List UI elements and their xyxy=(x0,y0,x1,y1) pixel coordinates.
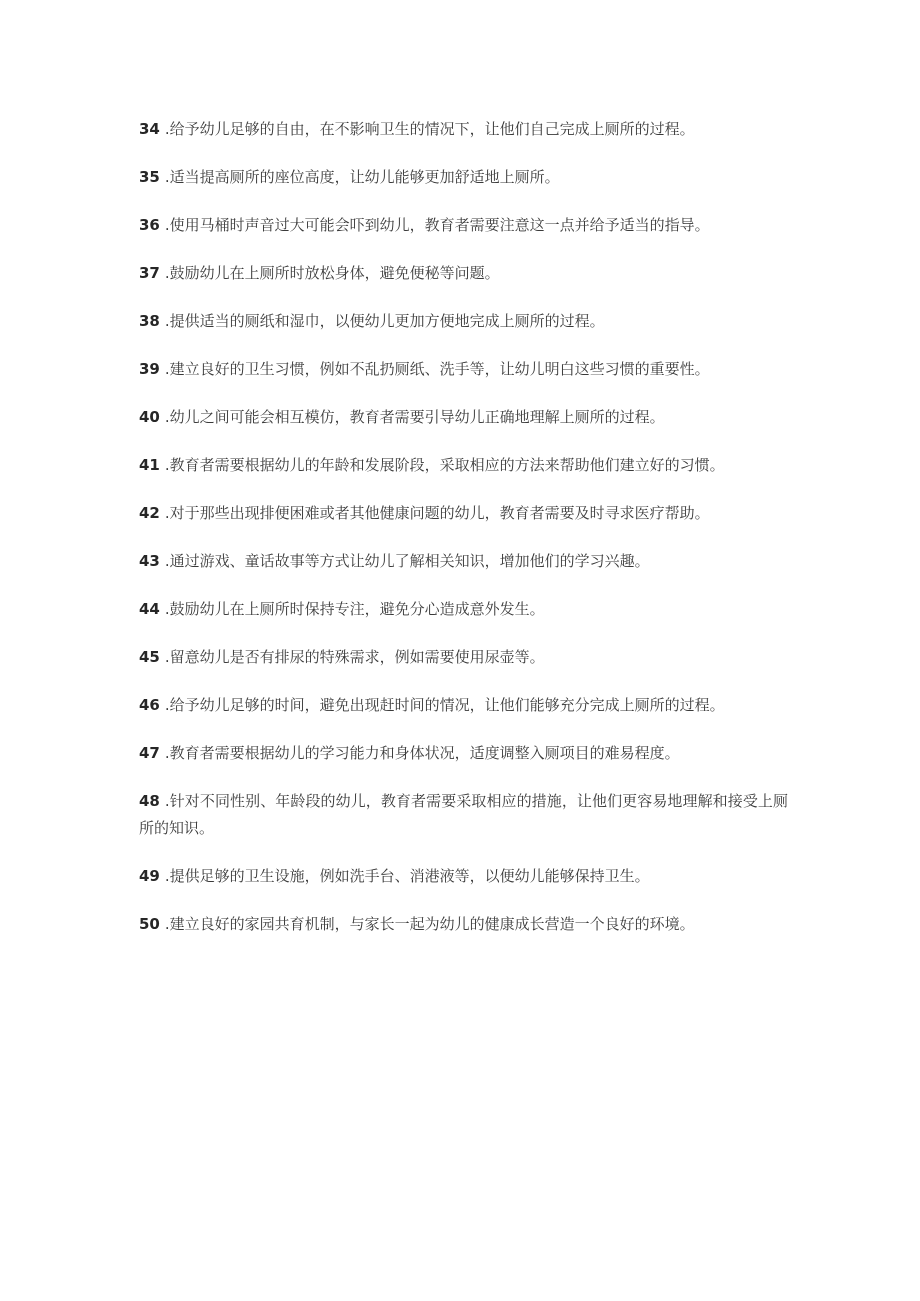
item-text: .使用马桶时声音过大可能会吓到幼儿，教育者需要注意这一点并给予适当的指导。 xyxy=(164,216,710,234)
item-number: 36 xyxy=(139,216,160,234)
list-item xyxy=(139,404,788,431)
list-item xyxy=(139,644,788,671)
list-item xyxy=(139,308,788,335)
item-text: .鼓励幼儿在上厕所时放松身体，避免便秘等问题。 xyxy=(164,264,500,282)
item-text: .教育者需要根据幼儿的学习能力和身体状况，适度调整入厕项目的难易程度。 xyxy=(164,744,680,762)
item-text: .给予幼儿足够的时间，避免出现赶时间的情况，让他们能够充分完成上厕所的过程。 xyxy=(164,696,725,714)
list-item xyxy=(139,692,788,719)
item-text: .适当提高厕所的座位高度，让幼儿能够更加舒适地上厕所。 xyxy=(164,168,560,186)
list-item xyxy=(139,596,788,623)
item-text: .建立良好的家园共育机制，与家长一起为幼儿的健康成长营造一个良好的环境。 xyxy=(164,915,695,933)
item-number: 44 xyxy=(139,600,160,618)
list-item xyxy=(139,548,788,575)
item-text: .幼儿之间可能会相互模仿，教育者需要引导幼儿正确地理解上厕所的过程。 xyxy=(164,408,665,426)
item-text: .针对不同性别、年龄段的幼儿，教育者需要采取相应的措施，让他们更容易地理解和接受上厕所的知识。 xyxy=(139,792,788,837)
item-number: 48 xyxy=(139,792,160,810)
item-number: 39 xyxy=(139,360,160,378)
item-text: .给予幼儿足够的自由，在不影响卫生的情况下，让他们自己完成上厕所的过程。 xyxy=(164,120,695,138)
document-body xyxy=(139,116,788,938)
item-number: 34 xyxy=(139,120,160,138)
list-item xyxy=(139,863,788,890)
item-number: 42 xyxy=(139,504,160,522)
item-number: 47 xyxy=(139,744,160,762)
list-item xyxy=(139,356,788,383)
list-item xyxy=(139,260,788,287)
list-item xyxy=(139,164,788,191)
list-item xyxy=(139,452,788,479)
list-item xyxy=(139,740,788,767)
item-number: 35 xyxy=(139,168,160,186)
list-item xyxy=(139,500,788,527)
item-number: 45 xyxy=(139,648,160,666)
item-text: .鼓励幼儿在上厕所时保持专注，避免分心造成意外发生。 xyxy=(164,600,545,618)
item-text: .教育者需要根据幼儿的年龄和发展阶段，采取相应的方法来帮助他们建立好的习惯。 xyxy=(164,456,725,474)
item-number: 38 xyxy=(139,312,160,330)
item-number: 43 xyxy=(139,552,160,570)
item-text: .对于那些出现排便困难或者其他健康问题的幼儿，教育者需要及时寻求医疗帮助。 xyxy=(164,504,710,522)
item-number: 50 xyxy=(139,915,160,933)
item-text: .提供适当的厕纸和湿巾，以便幼儿更加方便地完成上厕所的过程。 xyxy=(164,312,605,330)
item-text: .提供足够的卫生设施，例如洗手台、消港液等，以便幼儿能够保持卫生。 xyxy=(164,867,650,885)
list-item xyxy=(139,788,788,842)
item-text: .建立良好的卫生习惯，例如不乱扔厕纸、洗手等，让幼儿明白这些习惯的重要性。 xyxy=(164,360,710,378)
item-number: 37 xyxy=(139,264,160,282)
list-item xyxy=(139,116,788,143)
list-item xyxy=(139,911,788,938)
item-text: .通过游戏、童话故事等方式让幼儿了解相关知识，增加他们的学习兴趣。 xyxy=(164,552,650,570)
item-number: 46 xyxy=(139,696,160,714)
item-number: 40 xyxy=(139,408,160,426)
item-number: 41 xyxy=(139,456,160,474)
item-number: 49 xyxy=(139,867,160,885)
list-item xyxy=(139,212,788,239)
item-text: .留意幼儿是否有排尿的特殊需求，例如需要使用尿壶等。 xyxy=(164,648,545,666)
